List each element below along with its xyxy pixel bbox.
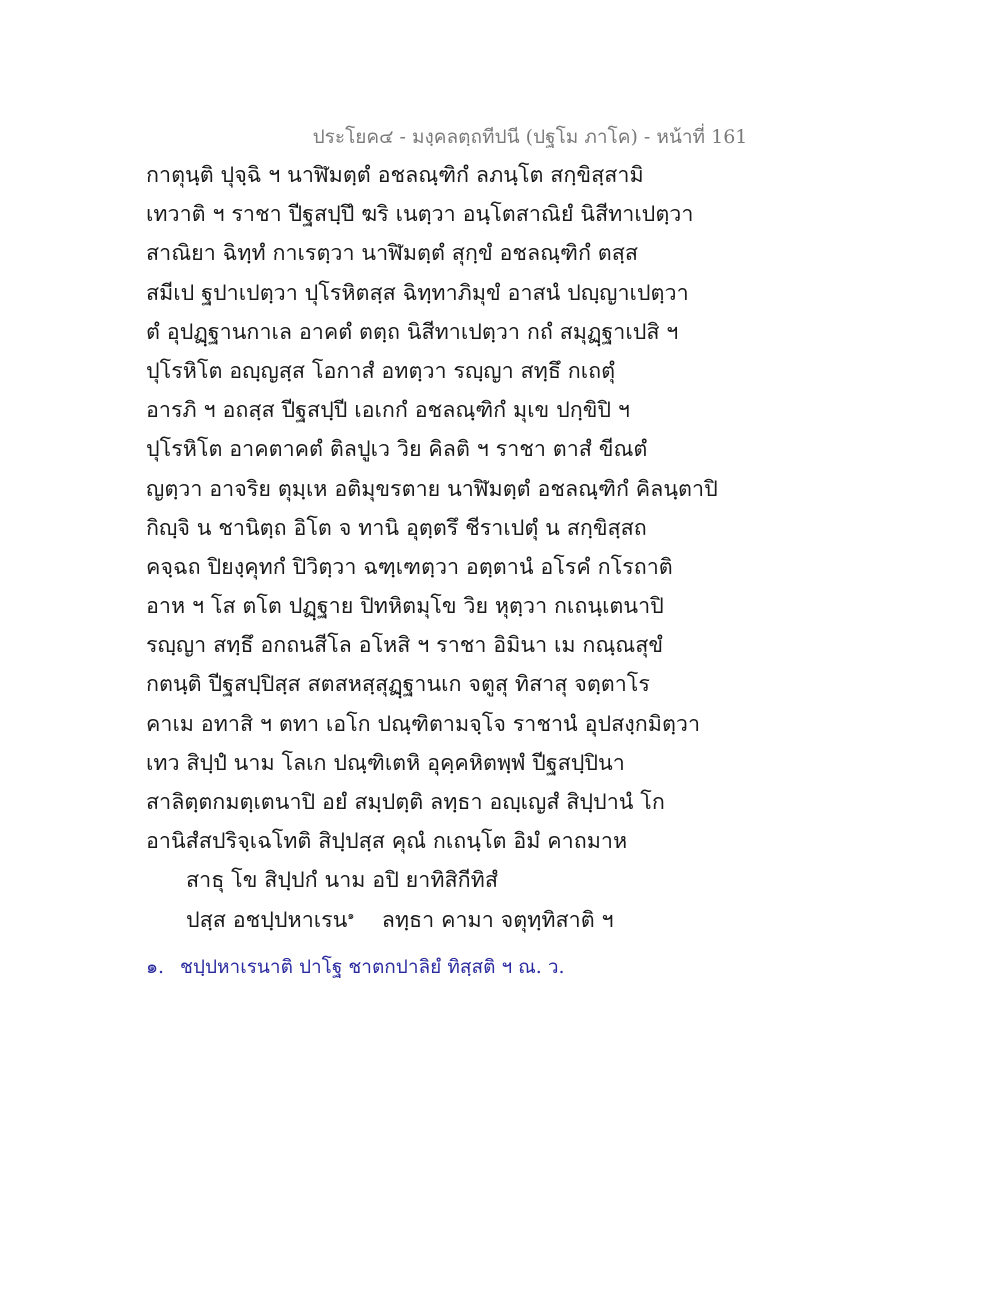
- text-line: กาตุนฺติ ปุจฺฉิ ฯ นาฬิมตฺตํ อชลณฺฑิกํ ลภนฺโต สกฺขิสฺสามิ: [146, 163, 644, 188]
- footnote-reference[interactable]: ๑: [347, 908, 355, 922]
- text-line: กิญฺจิ น ชานิตฺถ อิโต จ ทานิ อุตฺตรึ ชีราเปตุํ น สกฺขิสฺสถ: [146, 515, 647, 541]
- footnote-text: ชปฺปหาเรนาติ ปาโฐ ชาตกปาลิยํ ทิสฺสติ ฯ ณ. ว.: [180, 956, 565, 978]
- text-line: ปุโรหิโต อญฺญสฺส โอกาสํ อทตฺวา รญฺญา สทฺธึ กเถตุํ: [146, 358, 616, 384]
- verse-line-2-text: ปสฺส อชปฺปหาเรน: [186, 907, 348, 933]
- text-line: สาลิตฺตกมตฺเตนาปิ อยํ สมฺปตฺติ ลทฺธา อญฺเญสํ สิปฺปานํ โก: [146, 790, 665, 815]
- text-line: ปุโรหิโต อาคตาคตํ ติลปูเว วิย คิลติ ฯ ราชา ตาสํ ขีณตํ: [146, 437, 648, 463]
- text-line: เทว สิปฺปํ นาม โลเก ปณฺฑิเตหิ อุคฺคหิตพฺพํ ปีฐสปฺปินา: [146, 750, 625, 776]
- verse-line-2-rest: ลทฺธา คามา จตุทฺทิสาติ ฯ: [381, 907, 614, 933]
- text-line: อารภิ ฯ อถสฺส ปีฐสปฺปี เอเกกํ อชลณฺฑิกํ มุเข ปกฺขิปิ ฯ: [146, 398, 630, 424]
- page-header: ประโยค๔ - มงฺคลตฺถทีปนี (ปฐโม ภาโค) - หน้าที่ 161: [312, 126, 748, 148]
- text-line: ตํ อุปฏฺฐานกาเล อาคตํ ตตฺถ นิสีทาเปตฺวา กถํ สมุฏฺฐาเปสิ ฯ: [146, 319, 679, 345]
- text-line: เทวาติ ฯ ราชา ปีฐสปฺปึ ฆริ เนตฺวา อนฺโตสาณิยํ นิสีทาเปตฺวา: [146, 202, 694, 228]
- text-line: ญตฺวา อาจริย ตุมฺเห อติมุขรตาย นาฬิมตฺตํ อชลณฺฑิกํ คิลนฺตาปิ: [146, 476, 718, 502]
- verse-line-2: [146, 901, 706, 940]
- text-line: กตนฺติ ปีฐสปฺปิสฺส สตสหสฺสุฏฺฐานเก จตูสุ ทิสาสุ จตฺตาโร: [146, 672, 650, 698]
- text-line: รญฺญา สทฺธึ อกถนสีโล อโหสิ ฯ ราชา อิมินา เม กณฺณสุขํ: [146, 633, 664, 659]
- footnote-mark: ๑.: [146, 956, 165, 978]
- body-text: [146, 156, 718, 940]
- verse-line-1: สาธุ โข สิปฺปกํ นาม อปิ ยาทิสิกีทิสํ: [186, 868, 498, 894]
- text-line: อานิสํสปริจฺเฉโทติ สิปฺปสฺส คุณํ กเถนฺโต อิมํ คาถมาห: [146, 829, 628, 855]
- text-line: สมีเป ฐปาเปตฺวา ปุโรหิตสฺส ฉิทฺทาภิมุขํ อาสนํ ปญฺญาเปตฺวา: [146, 280, 689, 306]
- text-line: คาเม อทาสิ ฯ ตทา เอโก ปณฺฑิตามจฺโจ ราชานํ อุปสงฺกมิตฺวา: [146, 711, 701, 737]
- footnote: [146, 952, 565, 982]
- text-line: สาณิยา ฉิทฺทํ กาเรตฺวา นาฬิมตฺตํ สุกฺขํ อชลณฺฑิกํ ตสฺส: [146, 241, 639, 267]
- text-line: อาห ฯ โส ตโต ปฏฺฐาย ปิทหิตมุโข วิย หุตฺวา กเถนฺเตนาปิ: [146, 594, 664, 620]
- text-line: คจฺฉถ ปิยงฺคุทกํ ปิวิตฺวา ฉฑฺเฑตฺวา อตฺตานํ อโรคํ กโรถาติ: [146, 554, 673, 580]
